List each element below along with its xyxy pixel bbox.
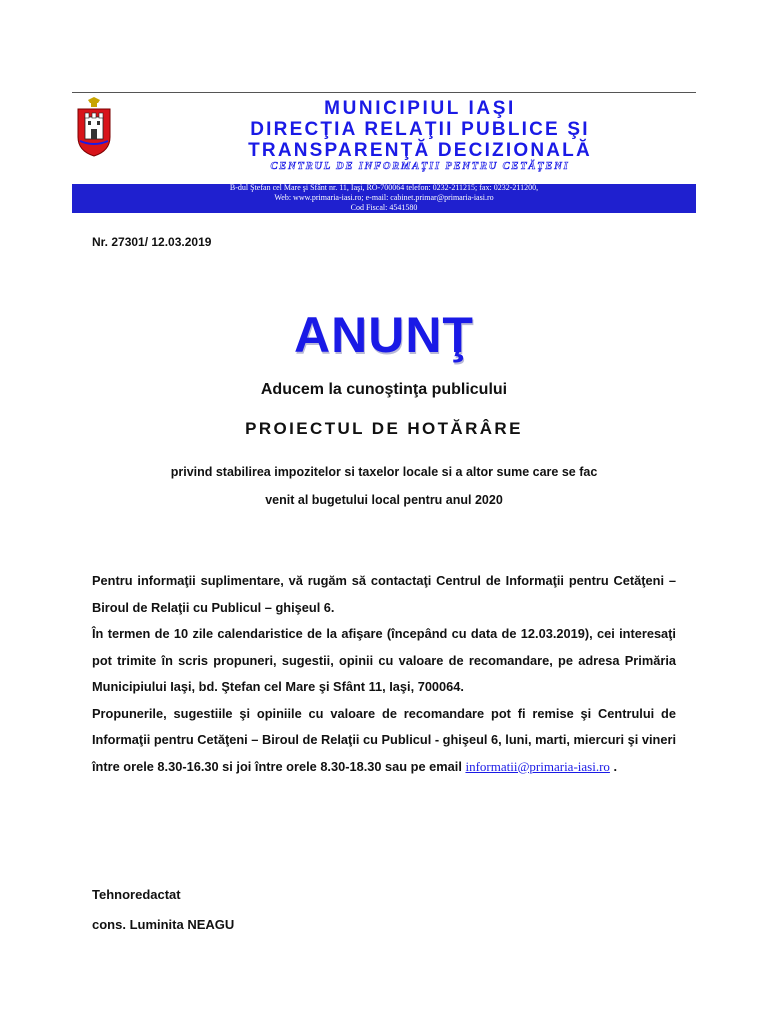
registration-number: Nr. 27301/ 12.03.2019 [92,235,212,249]
submission-end: . [609,758,618,774]
contact-address: B-dul Ştefan cel Mare şi Sfânt nr. 11, Iaşi, RO-700064 telefon: 0232-211215; fax: 0232-211200, [229,183,539,192]
contact-fiscal-code: Cod Fiscal: 4541580 [350,203,418,212]
signature-name: cons. Luminita NEAGU [92,917,235,932]
announcement-body [92,568,676,780]
announcement-title: ANUNŢ [294,307,474,363]
header-top-rule [72,92,696,93]
header-directorate: DIRECŢIA RELAŢII PUBLICE ŞI [250,119,590,140]
header-directorate-cont: TRANSPARENŢĂ DECIZIONALĂ [248,140,592,161]
project-description-line2: venit al bugetului local pentru anul 2020 [265,493,503,507]
institution-header [120,98,720,174]
header-motto: CENTRUL DE INFORMAŢII PENTRU CETĂŢENI [270,161,570,172]
contact-web: Web: www.primaria-iasi.ro; e-mail: cabinet.primar@primaria-iasi.ro [274,193,494,202]
body-paragraph-submission [92,701,676,781]
signature-role: Tehnoredactat [92,887,181,902]
announcement-subtitle: Aducem la cunoştinţa publicului [260,381,508,398]
body-paragraph-contact: Pentru informaţii suplimentare, vă rugăm să contactaţi Centrul de Informaţii pentru Cetăţeni – Biroul de Relaţii cu Publicul – ghişeul 6. [92,573,676,615]
contact-info [72,183,696,213]
signature-block [92,880,234,940]
body-paragraph-deadline: În termen de 10 zile calendaristice de la afişare (începând cu data de 12.03.2019), cei interesaţi pot trimite în scris propuneri, sugestii, opinii cu valoare de recomandare, pe adresa Primăria Municipiului Iaşi, bd. Ştefan cel Mare şi Sfânt 11, Iaşi, 700064. [92,626,676,694]
city-crest-icon [74,97,114,157]
project-description [0,458,768,514]
email-link[interactable]: informatii@primaria-iasi.ro [465,758,610,774]
project-description-line1: privind stabilirea impozitelor si taxelor locale si a altor sume care se fac [170,465,598,479]
project-heading: PROIECTUL DE HOTĂRÂRE [245,419,523,438]
header-municipality: MUNICIPIUL IAŞI [324,98,516,119]
submission-text: Propunerile, sugestiile şi opiniile cu valoare de recomandare pot fi remise şi Centrului de Informaţii pentru Cetăţeni – Biroul de Relaţii cu Publicul - ghişeul 6, luni, marti, miercuri şi vineri între orele 8.30-16.30 si joi între orele 8.30-18.30 sau pe email [92,705,676,774]
